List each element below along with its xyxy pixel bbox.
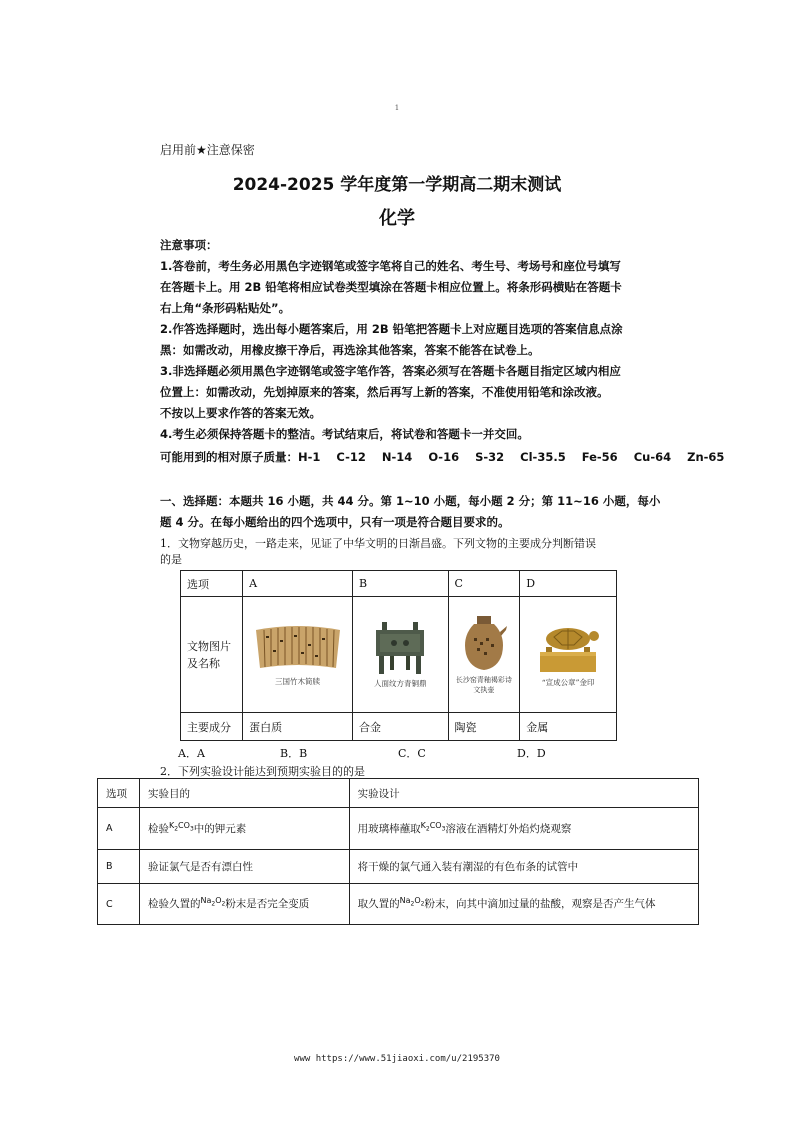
relic-caption: 三国竹木简牍 — [275, 677, 321, 686]
purpose-cell: 验证氯气是否有漂白性 — [139, 850, 349, 884]
table-row — [181, 571, 617, 597]
formula-part: K — [168, 820, 175, 830]
relic-cell — [352, 597, 448, 713]
formula-part: O — [414, 896, 421, 906]
relic-caption: 人面纹方青铜鼎 — [373, 679, 427, 688]
notice-line: 右上角“条形码粘贴处”。 — [160, 301, 291, 315]
design-text: 溶液在酒精灯外焰灼烧观察 — [445, 822, 572, 835]
purpose-text: 中的钾元素 — [193, 822, 247, 835]
design-cell — [349, 808, 698, 850]
notice-line: 2.作答选择题时，选出每小题答案后，用 2B 铅笔把答题卡上对应题目选项的答案信息点涂 — [160, 322, 623, 336]
formula-sub: 2 — [211, 900, 216, 908]
formula-sub: 2 — [174, 825, 179, 833]
component-cell: 蛋白质 — [243, 713, 353, 741]
purpose-cell — [139, 808, 349, 850]
source-url-footer: www https://www.51jiaoxi.com/u/2195370 — [294, 1054, 500, 1064]
table-row — [181, 713, 617, 741]
notice-line: 不按以上要求作答的答案无效。 — [160, 406, 321, 420]
celadon-ewer-image — [460, 614, 508, 672]
bronze-ding-image — [368, 620, 432, 676]
q2-text: 2．下列实验设计能达到预期实验目的的是 — [160, 765, 365, 778]
design-cell — [349, 884, 698, 925]
formula-sub: 2 — [221, 900, 226, 908]
formula-part: CO — [178, 820, 190, 830]
na2o2-formula — [399, 896, 425, 908]
table-row — [98, 779, 699, 808]
q1-option-c: C．C — [398, 747, 426, 760]
purpose-text: 检验久置的 — [147, 898, 201, 911]
q1-text: 的是 — [160, 553, 182, 566]
purpose-text: 粉末是否完全变质 — [225, 898, 310, 911]
q2-experiment-table — [97, 778, 699, 925]
option-cell: C — [98, 884, 140, 925]
q1-text: 1．文物穿越历史，一路走来，见证了中华文明的日渐昌盛。下列文物的主要成分判断错误 — [160, 537, 596, 550]
design-cell: 将干燥的氯气通入装有潮湿的有色布条的试管中 — [349, 850, 698, 884]
k2co3-formula — [420, 820, 446, 833]
row-label: 主要成分 — [181, 713, 243, 741]
purpose-cell — [139, 884, 349, 925]
design-text: 取久置的 — [357, 898, 400, 911]
exam-title: 2024-2025 学年度第一学期高二期末测试 — [232, 175, 562, 195]
section1-instructions: 一、选择题：本题共 16 小题，共 44 分。第 1~10 小题，每小题 2 分；第 11~16 小题，每小 — [160, 494, 661, 508]
relic-caption: 长沙窑青釉褐彩诗文执壶 — [455, 676, 512, 694]
formula-part: Na — [200, 896, 212, 906]
formula-part: Na — [399, 896, 411, 906]
notice-line: 4.考生必须保持答题卡的整洁。考试结束后，将试卷和答题卡一并交回。 — [160, 427, 529, 441]
formula-sub: 2 — [410, 900, 415, 908]
row-label: 选项 — [181, 571, 243, 597]
formula-sub: 3 — [441, 825, 446, 833]
header-cell: 选项 — [98, 779, 140, 808]
relic-caption: “宣成公章”金印 — [541, 678, 595, 687]
relic-cell — [243, 597, 353, 713]
q1-relic-table — [180, 570, 617, 741]
notice-line: 黑：如需改动，用橡皮擦干净后，再选涂其他答案，答案不能答在试卷上。 — [160, 343, 540, 357]
design-text: 用玻璃棒蘸取 — [357, 822, 421, 835]
subject-title: 化学 — [379, 208, 415, 229]
k2co3-formula — [168, 820, 194, 833]
q1-option-b: B．B — [280, 747, 308, 760]
page-number: 1 — [394, 104, 400, 112]
formula-part: CO — [429, 820, 442, 830]
table-row — [181, 597, 617, 713]
atomic-masses: 可能用到的相对原子质量：H-1 C-12 N-14 O-16 S-32 Cl-35.5 Fe-56 Cu-64 Zn-65 — [160, 450, 725, 464]
formula-sub: 3 — [189, 825, 194, 833]
notice-line: 在答题卡上。用 2B 铅笔将相应试卷类型填涂在答题卡相应位置上。将条形码横贴在答题卡 — [160, 280, 622, 294]
component-cell: 合金 — [352, 713, 448, 741]
relic-cell — [520, 597, 617, 713]
table-row — [98, 850, 699, 884]
gold-seal-image — [532, 621, 604, 675]
notice-line: 3.非选择题必须用黑色字迹钢笔或签字笔作答，答案必须写在答题卡各题目指定区域内相应 — [160, 364, 621, 378]
component-cell: 金属 — [520, 713, 617, 741]
formula-sub: 2 — [425, 825, 430, 833]
design-text: 粉末，向其中滴加过量的盐酸，观察是否产生气体 — [424, 898, 656, 911]
na2o2-formula — [200, 896, 226, 908]
table-row — [98, 884, 699, 925]
formula-part: K — [420, 820, 426, 830]
row-label: 文物图片及名称 — [181, 597, 243, 713]
option-cell: B — [98, 850, 140, 884]
formula-sub: 2 — [420, 900, 425, 908]
option-cell: A — [98, 808, 140, 850]
bamboo-slips-image — [252, 622, 344, 674]
q1-option-d: D．D — [517, 747, 546, 760]
table-row — [98, 808, 699, 850]
option-header: A — [243, 571, 353, 597]
purpose-text: 检验 — [147, 822, 169, 835]
notice-line: 位置上：如需改动，先划掉原来的答案，然后再写上新的答案，不准使用铅笔和涂改液。 — [160, 385, 609, 399]
option-header: B — [352, 571, 448, 597]
option-header: D — [520, 571, 617, 597]
section1-instructions: 题 4 分。在每小题给出的四个选项中，只有一项是符合题目要求的。 — [160, 515, 510, 529]
header-cell: 实验设计 — [349, 779, 698, 808]
component-cell: 陶瓷 — [448, 713, 520, 741]
confidential-tag: 启用前★注意保密 — [160, 143, 255, 157]
q1-option-a: A．A — [178, 747, 205, 760]
formula-part: O — [215, 896, 222, 906]
header-cell: 实验目的 — [139, 779, 349, 808]
option-header: C — [448, 571, 520, 597]
notice-line: 1.答卷前，考生务必用黑色字迹钢笔或签字笔将自己的姓名、考生号、考场号和座位号填写 — [160, 259, 621, 273]
relic-cell — [448, 597, 520, 713]
notice-heading: 注意事项： — [160, 238, 218, 252]
